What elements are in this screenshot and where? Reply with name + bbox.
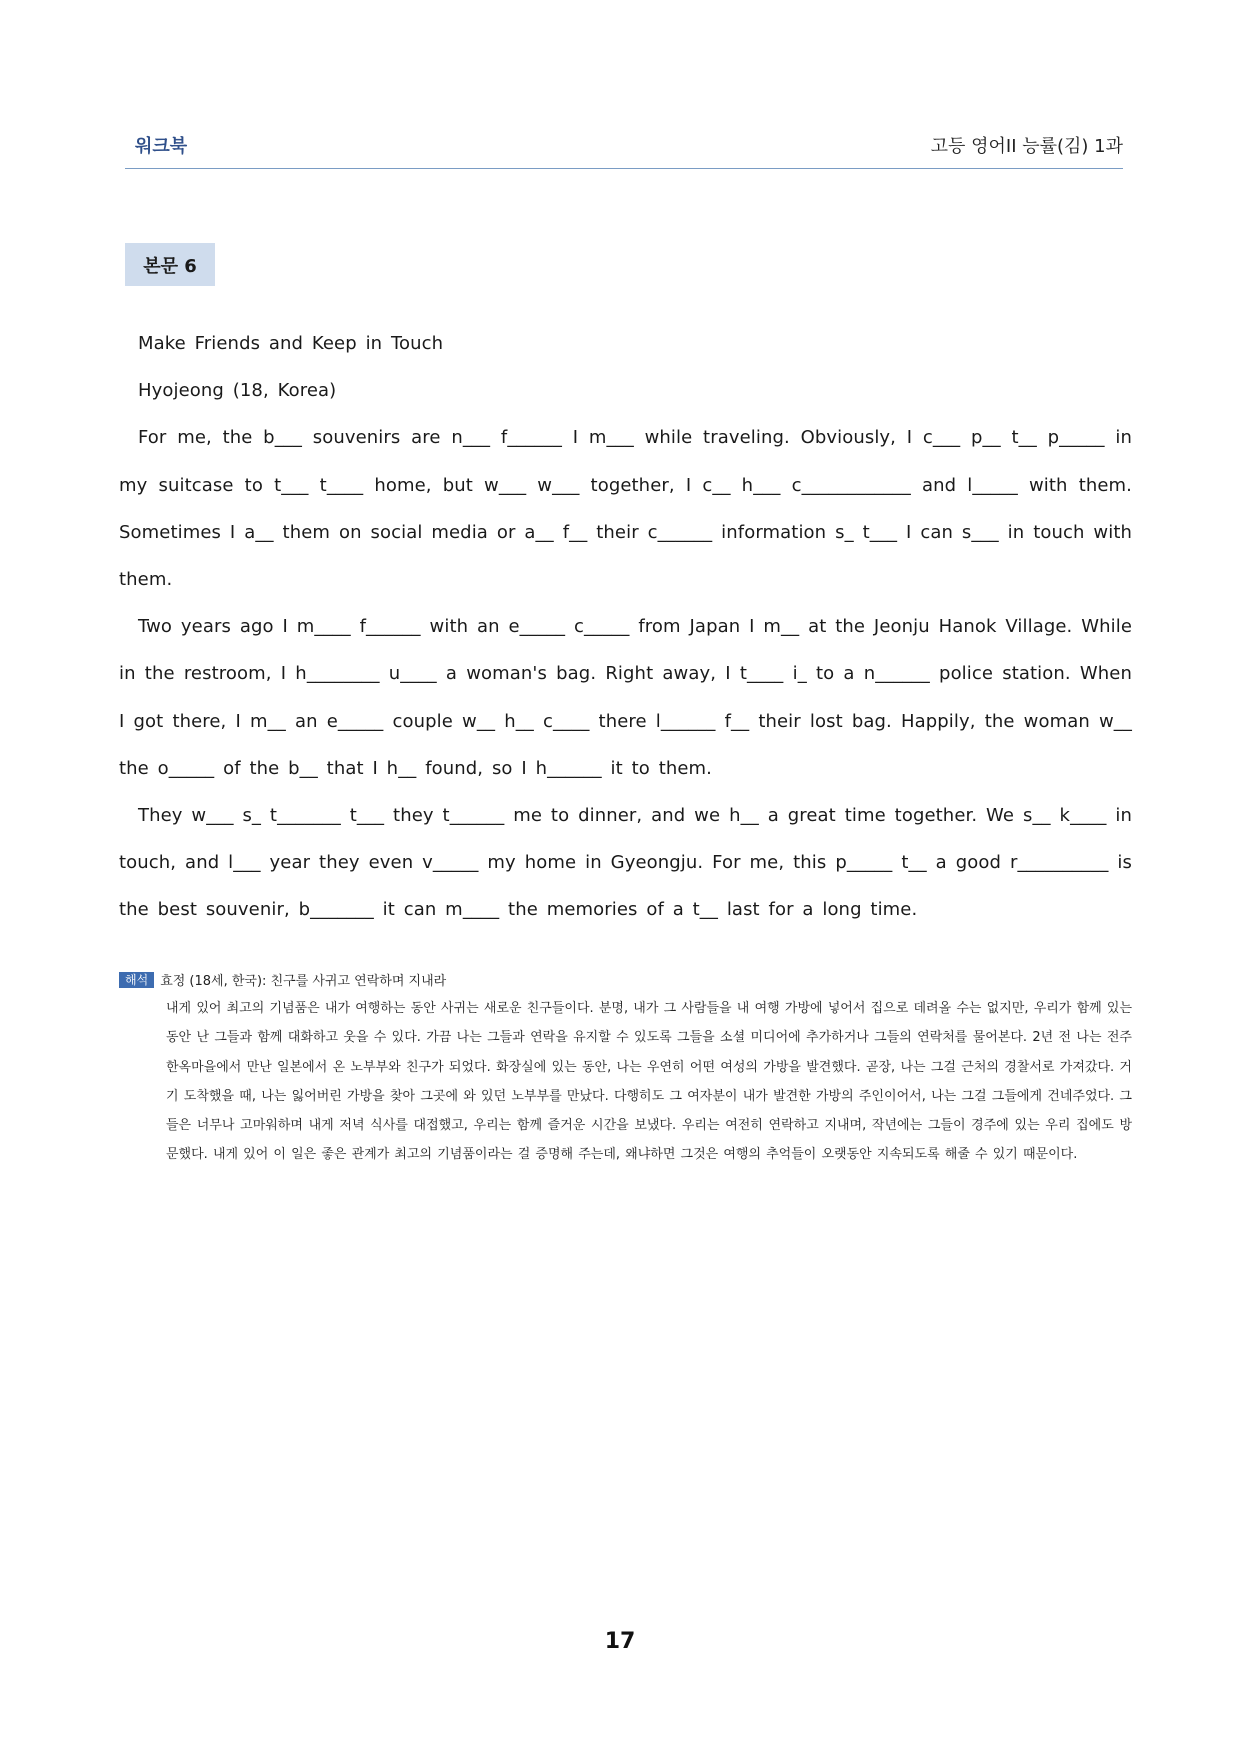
translation-body: 내게 있어 최고의 기념품은 내가 여행하는 동안 사귀는 새로운 친구들이다. 분명, 내가 그 사람들을 내 여행 가방에 넣어서 집으로 데려올 수는 없지만, 우리가 함께 있는 동안 난 그들과 함께 대화하고 웃을 수 있다. 가끔 나는 그들과 연락을 유지할 수 있도록 그들을 소셜 미디어에 추가하거나 그들의 연락처를 물어본다. 2년 전 나는 전주 한옥마을에서 만난 일본에서 온 노부부와 친구가 되었다. 화장실에 있는 동안, 나는 우연히 어떤 여성의 가방을 발견했다. 곧장, 나는 그걸 근처의 경찰서로 가져갔다. 거기 도착했을 때, 나는 잃어버린 가방을 찾아 그곳에 와 있던 노부부를 만났다. 다행히도 그 여자분이 내가 발견한 가방의 주인이어서, 나는 그걸 그들에게 건네주었다. 그들은 너무나 고마워하며 내게 저녁 식사를 대접했고, 우리는 함께 즐거운 시간을 보냈다. 우리는 여전히 연락하고 지내며, 작년에는 그들이 경주에 있는 우리 집에도 방문했다. 내게 있어 이 일은 좋은 관계가 최고의 기념품이라는 걸 증명해 주는데, 왜냐하면 그것은 여행의 추억들이 오랫동안 지속되도록 해줄 수 있기 때문이다.: [166, 1001, 1132, 1163]
translation-block: [119, 970, 1132, 1170]
header-workbook-label: 워크북: [135, 136, 188, 157]
translation-badge: 해석: [119, 972, 154, 988]
translation-heading: 효정 (18세, 한국): 친구를 사귀고 연락하며 지내라: [160, 974, 447, 989]
passage-author: Hyojeong (18, Korea): [138, 380, 337, 402]
passage-paragraph-2: Two years ago I m____ f______ with an e_____ c_____ from Japan I m__ at the Jeonju Hanok Village. While in the restroom, I h________ u____ a woman's bag. Right away, I t____ i_ to a n______ police station. When I got there, I m__ an e_____ couple w__ h__ c____ there l______ f__ their lost bag. Happily, the woman w__ the o_____ of the b__ that I h__ found, so I h______ it to them.: [119, 616, 1132, 779]
translation-heading-row: [119, 970, 1132, 994]
page-number: 17: [604, 1629, 636, 1654]
page-header: [125, 130, 1123, 169]
header-course-label: 고등 영어II 능률(김) 1과: [930, 136, 1123, 157]
passage-title: Make Friends and Keep in Touch: [138, 333, 444, 354]
passage: [119, 320, 1132, 934]
passage-paragraph-3: They w___ s_ t_______ t___ they t______ me to dinner, and we h__ a great time together. We s__ k____ in touch, and l___ year they even v_____ my home in Gyeongju. For me, this p_____ t__ a good r__________ is the best souvenir, b_______ it can m____ the memories of a t__ last for a long time.: [119, 805, 1132, 921]
section-tag: 본문 6: [125, 243, 215, 286]
passage-paragraph-1: For me, the b___ souvenirs are n___ f______ I m___ while traveling. Obviously, I c___ p__ t__ p_____ in my suitcase to t___ t____ home, but w___ w___ together, I c__ h___ c____________ and l_____ with them. Sometimes I a__ them on social media or a__ f__ their c______ information s_ t___ I can s___ in touch with them.: [119, 427, 1132, 591]
